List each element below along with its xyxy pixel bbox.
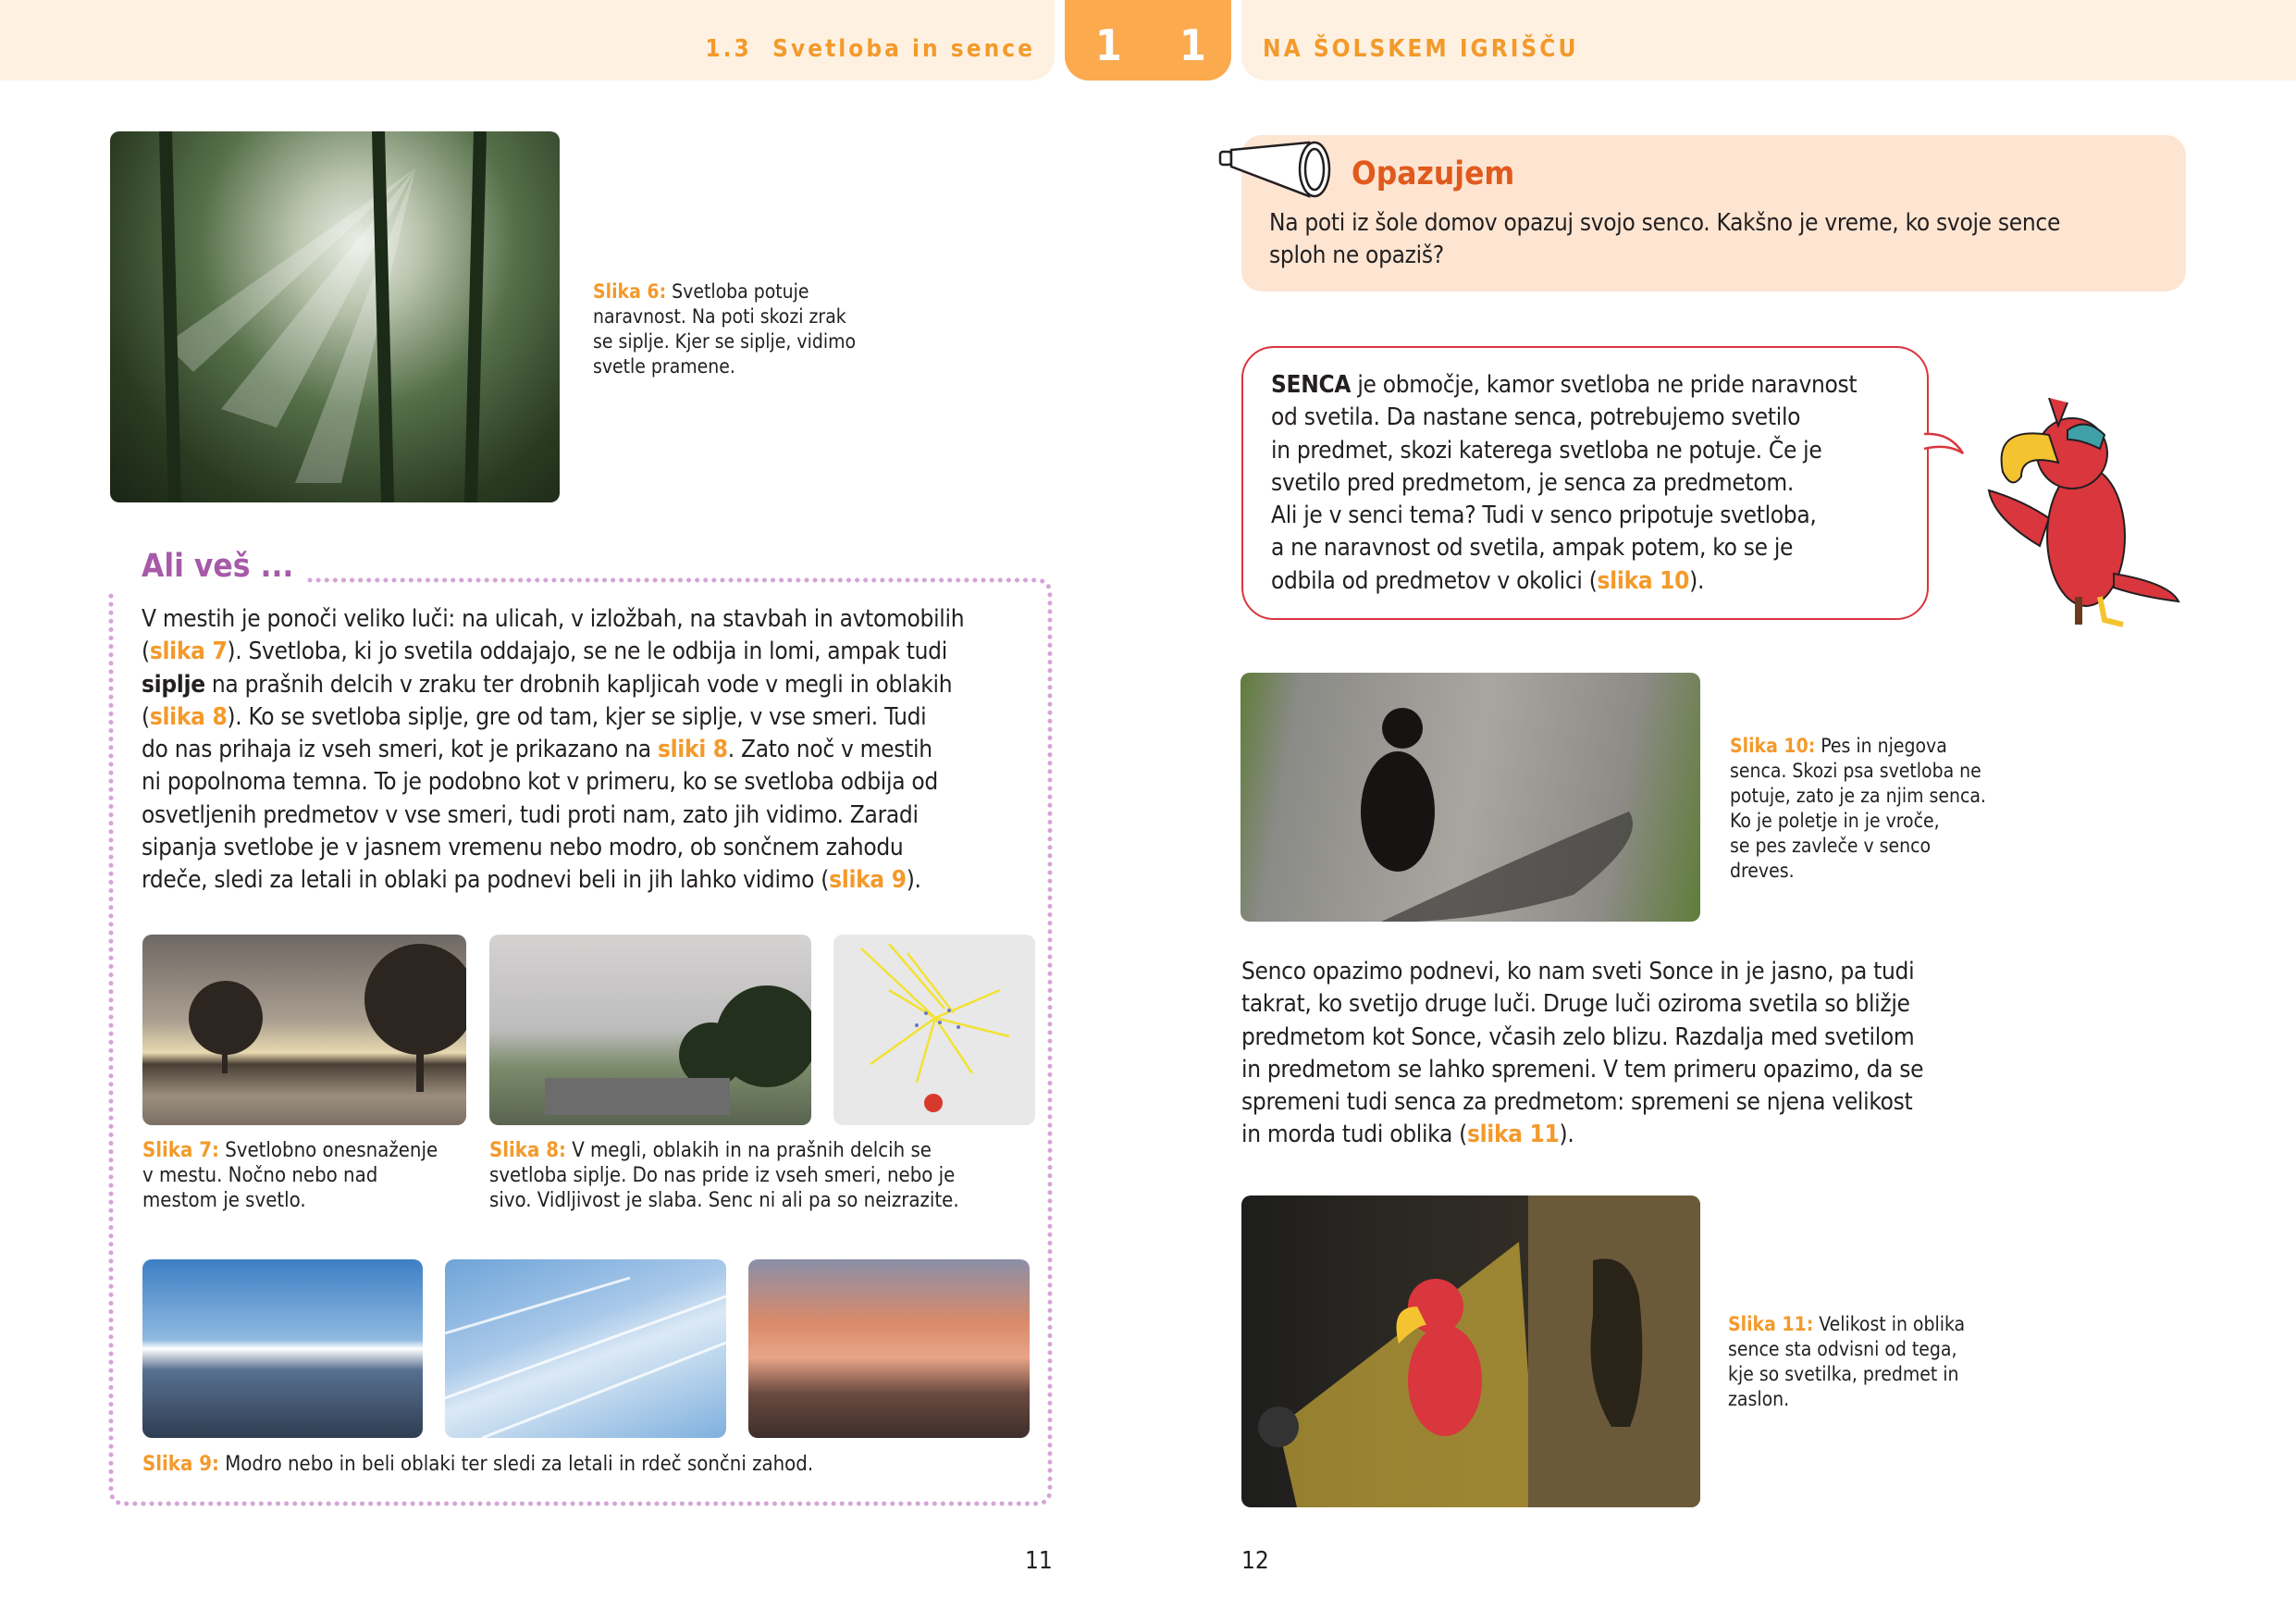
text-segment: ( bbox=[142, 638, 150, 666]
figure-reference-link[interactable]: slika 11 bbox=[1466, 1121, 1560, 1149]
sunset-mountain-photo bbox=[748, 1259, 1030, 1438]
text-line bbox=[142, 701, 964, 734]
figure-10-caption: Slika 10: Pes in njegova senca. Skozi psa svetloba ne potuje, zato je za njim senca. Ko je poletje in je vroče, se pes zavleče v senco dreves. bbox=[1730, 735, 1986, 882]
text-line bbox=[142, 636, 964, 668]
foggy-park-photo bbox=[489, 935, 811, 1125]
text-segment: ). bbox=[1559, 1121, 1574, 1149]
text-segment: ( bbox=[142, 702, 150, 731]
speech-bubble-tail bbox=[1922, 430, 1969, 467]
scattering-diagram bbox=[833, 935, 1035, 1125]
text-segment: takrat, ko svetijo druge luči. Druge luči oziroma svetila so bližje bbox=[1241, 990, 1910, 1019]
text-line bbox=[1271, 532, 1857, 564]
text-line bbox=[142, 734, 964, 766]
dog-shadow-photo bbox=[1241, 673, 1700, 922]
figure-reference-link[interactable]: sliki 8 bbox=[657, 736, 728, 764]
chapter-number-left: 1 bbox=[1095, 20, 1122, 70]
figure-reference-link[interactable]: slika 8 bbox=[149, 702, 228, 731]
forest-light-rays-photo bbox=[110, 131, 560, 502]
observe-text: Na poti iz šole domov opazuj svojo senco. Kakšno je vreme, ko svoje sence sploh ne opaziš? bbox=[1269, 209, 2061, 270]
chapter-title: 1.3 Svetloba in sence bbox=[705, 35, 1035, 63]
text-segment: ). Svetloba, ki jo svetila oddajajo, se ne le odbija in lomi, ampak tudi bbox=[227, 638, 947, 666]
text-line bbox=[1271, 369, 1857, 402]
page-number-right: 12 bbox=[1241, 1547, 1269, 1575]
figure-reference-link[interactable]: slika 9 bbox=[829, 866, 907, 895]
text-line bbox=[1271, 402, 1857, 434]
text-segment: odbila od predmetov v okolici ( bbox=[1271, 566, 1598, 595]
text-segment: Senco opazimo podnevi, ko nam sveti Sonce in je jasno, pa tudi bbox=[1241, 958, 1915, 985]
trees-silhouette bbox=[142, 935, 466, 1125]
text-segment: in predmet, skozi katerega svetloba ne potuje. Če je bbox=[1271, 436, 1822, 465]
text-line bbox=[142, 603, 964, 636]
text-line bbox=[1241, 1119, 1923, 1151]
text-segment: spremeni tudi senca za predmetom: spremeni se njena velikost bbox=[1241, 1088, 1913, 1117]
bold-term: siplje bbox=[142, 670, 205, 699]
flashlight-parrot-shadow-photo bbox=[1241, 1196, 1700, 1507]
blue-sky-mountains-photo bbox=[142, 1259, 423, 1438]
text-line bbox=[1271, 500, 1857, 532]
telescope-icon bbox=[1216, 139, 1337, 204]
text-line bbox=[142, 669, 964, 701]
did-you-know-title: Ali veš ... bbox=[142, 548, 294, 585]
text-segment: rdeče, sledi za letali in oblaki pa podnevi beli in jih lahko vidimo ( bbox=[142, 866, 830, 895]
light-rays-illustration bbox=[110, 131, 560, 502]
text-segment: Ali je v senci tema? Tudi v senco pripotuje svetloba, bbox=[1271, 502, 1817, 530]
figure-8-caption: Slika 8: V megli, oblakih in na prašnih delcih se svetloba siplje. Do nas pride iz vseh smeri, nebo je sivo. Vidljivost je slaba. Senc ni ali pa so neizrazite. bbox=[489, 1139, 959, 1212]
scattered-light-arrows bbox=[833, 935, 1035, 1125]
shadow-observation-paragraph bbox=[1241, 956, 1923, 1152]
text-segment: in predmetom se lahko spremeni. V tem primeru opazimo, da se bbox=[1241, 1055, 1924, 1084]
text-segment: in morda tudi oblika ( bbox=[1241, 1121, 1467, 1149]
text-line bbox=[1271, 565, 1857, 598]
city-night-photo bbox=[142, 935, 466, 1125]
text-segment: sipanja svetlobe je v jasnem vremenu nebo modro, ob sončnem zahodu bbox=[142, 834, 904, 862]
text-line bbox=[1241, 1054, 1923, 1086]
pirate-parrot-mascot bbox=[1984, 398, 2188, 629]
text-line bbox=[1241, 956, 1923, 988]
shadow-definition-text bbox=[1271, 369, 1857, 598]
text-segment: ). bbox=[1689, 566, 1705, 595]
text-segment: V mestih je ponoči veliko luči: na ulicah, v izložbah, na stavbah in avtomobilih bbox=[142, 605, 965, 633]
figure-11-caption: Slika 11: Velikost in oblika sence sta odvisni od tega, kje so svetilka, predmet in zaslon. bbox=[1728, 1313, 1966, 1410]
chapter-number-tab bbox=[1065, 0, 1231, 81]
text-line bbox=[1271, 467, 1857, 500]
text-segment: je območje, kamor svetloba ne pride naravnost bbox=[1351, 371, 1858, 399]
text-line bbox=[142, 864, 964, 897]
contrails-sky-photo bbox=[445, 1259, 726, 1438]
contrail-lines bbox=[445, 1259, 726, 1438]
figure-reference-link[interactable]: slika 10 bbox=[1597, 566, 1690, 595]
chapter-number-right: 1 bbox=[1179, 20, 1206, 70]
text-segment: svetilo pred predmetom, je senca za predmetom. bbox=[1271, 468, 1794, 497]
text-line bbox=[142, 832, 964, 864]
text-segment: a ne naravnost od svetila, ampak potem, ko se je bbox=[1271, 534, 1794, 563]
text-segment: ni popolnoma temna. To je podobno kot v primeru, ko se svetloba odbija od bbox=[142, 768, 938, 797]
text-line bbox=[1271, 435, 1857, 467]
observe-title: Opazujem bbox=[1352, 155, 1515, 192]
flashlight-scene bbox=[1241, 1196, 1700, 1507]
text-segment: ). Ko se svetloba siplje, gre od tam, kjer se siplje, v vse smeri. Tudi bbox=[227, 702, 927, 731]
text-segment: na prašnih delcih v zraku ter drobnih kapljicah vode v megli in oblakih bbox=[204, 670, 953, 699]
did-you-know-paragraph bbox=[142, 603, 964, 898]
dog-and-shadow bbox=[1241, 673, 1700, 922]
text-segment: predmetom kot Sonce, včasih zelo blizu. Razdalja med svetilom bbox=[1241, 1022, 1915, 1051]
section-title: NA ŠOLSKEM IGRIŠČU bbox=[1263, 35, 1579, 63]
text-segment: osvetljenih predmetov v vse smeri, tudi proti nam, zato jih vidimo. Zaradi bbox=[142, 800, 919, 829]
text-line bbox=[1241, 1022, 1923, 1054]
figure-6-caption: Slika 6: Svetloba potuje naravnost. Na poti skozi zrak se siplje. Kjer se siplje, vidimo svetle pramene. bbox=[593, 280, 857, 378]
bold-term: SENCA bbox=[1271, 371, 1352, 399]
text-segment: do nas prihaja iz vseh smeri, kot je prikazano na bbox=[142, 736, 658, 764]
figure-7-caption: Slika 7: Svetlobno onesnaženje v mestu. Nočno nebo nad mestom je svetlo. bbox=[142, 1139, 438, 1212]
text-line bbox=[1241, 988, 1923, 1021]
text-line bbox=[142, 799, 964, 832]
figure-9-caption: Slika 9: Modro nebo in beli oblaki ter sledi za letali in rdeč sončni zahod. bbox=[142, 1453, 814, 1476]
park-trees bbox=[489, 935, 811, 1125]
text-line bbox=[142, 766, 964, 799]
text-segment: od svetila. Da nastane senca, potrebujemo svetilo bbox=[1271, 403, 1801, 432]
page-number-left: 11 bbox=[1025, 1547, 1053, 1575]
text-segment: . Zato noč v mestih bbox=[727, 736, 932, 764]
figure-reference-link[interactable]: slika 7 bbox=[149, 638, 228, 666]
text-line bbox=[1241, 1086, 1923, 1119]
text-segment: ). bbox=[906, 866, 921, 895]
